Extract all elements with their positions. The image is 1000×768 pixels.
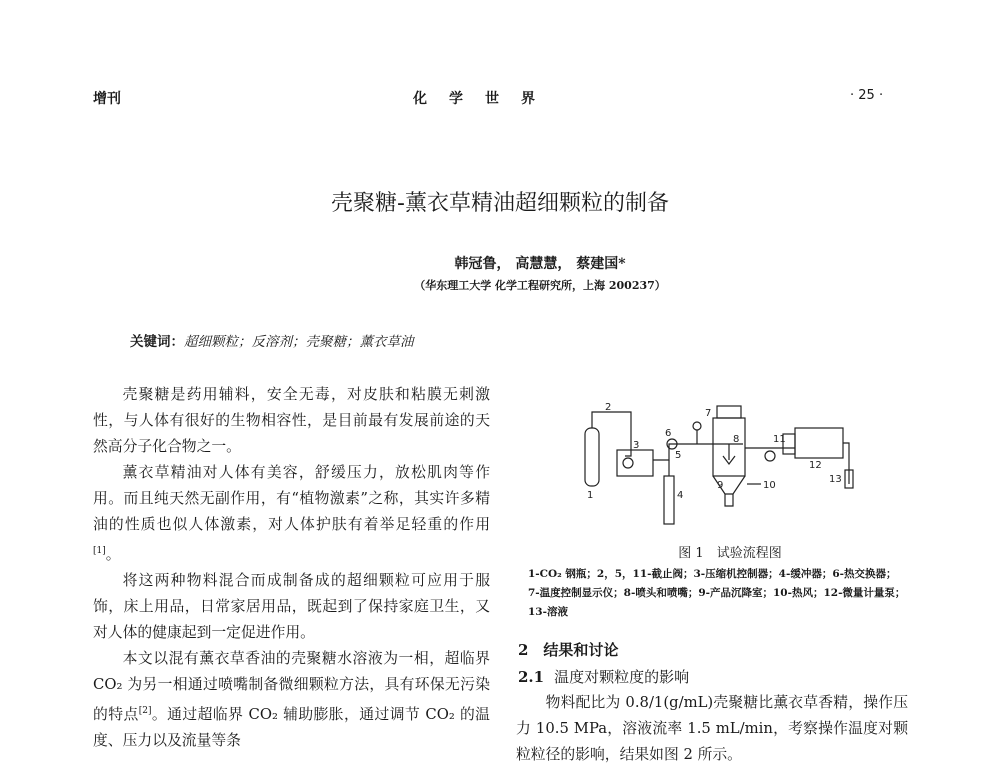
keywords (130, 330, 414, 350)
paragraph: 将这两种物料混合而成制备成的超细颗粒可应用于服饰，床上用品，日常家居用品，既起到了保持家庭卫生，又对人体的健康起到一定促进作用。 (93, 571, 490, 641)
label-6: 6 (665, 428, 672, 439)
authors: 韩冠鲁， 高慧慧， 蔡建国* (454, 256, 626, 272)
label-8: 8 (733, 434, 740, 445)
affiliation: （华东理工大学 化学工程研究所，上海 200237） (414, 279, 666, 292)
keywords-label: 关键词： (130, 334, 184, 350)
paragraph: 壳聚糖是药用辅料，安全无毒，对皮肤和粘膜无刺激性，与人体有很好的生物相容性，是目前最有发展前途的天然高分子化合物之一。 (93, 386, 490, 455)
label-9: 9 (717, 480, 724, 491)
page-number: · 25 · (850, 88, 884, 103)
paragraph: 薰衣草精油对人体有美容，舒缓压力，放松肌肉等作用。而且纯天然无副作用，有“植物激素”之称，其实许多精油的性质也似人体激素，对人体护肤有着举足轻重的作用[1]。 (93, 464, 490, 563)
label-7: 7 (705, 408, 712, 419)
buffer-tank (664, 476, 674, 524)
article-title: 壳聚糖-薰衣草精油超细颗粒的制备 (331, 191, 669, 216)
label-2: 2 (605, 402, 612, 413)
section-heading: 2 结果和讨论 (518, 641, 619, 659)
label-3: 3 (633, 440, 640, 451)
label-11: 11 (773, 434, 786, 445)
co2-cylinder (585, 428, 599, 486)
label-13: 13 (829, 474, 842, 485)
paragraph: 本文以混有薰衣草香油的壳聚糖水溶液为一相，超临界 CO₂ 为另一相通过喷嘴制备微细颗粒方法，具有环保无污染的特点[2]。通过超临界 CO₂ 辅助膨胀，通过调节 CO₂ 的温度、压力以及流量等条 (93, 649, 490, 749)
right-column (516, 690, 908, 768)
label-5: 5 (675, 450, 682, 461)
figure-caption: 图 1 试验流程图 (678, 546, 782, 561)
keywords-value: 超细颗粒；反溶剂；壳聚糖；薰衣草油 (184, 334, 414, 350)
citation: [1] (93, 546, 106, 556)
citation: [2] (138, 705, 152, 716)
left-column (93, 382, 490, 754)
subsection-heading: 2.1 温度对颗粒度的影响 (518, 668, 690, 686)
label-4: 4 (677, 490, 684, 501)
running-header-left: 增刊 (93, 91, 121, 107)
label-12: 12 (809, 460, 822, 471)
label-10: 10 (763, 480, 776, 491)
label-1: 1 (587, 490, 594, 501)
paragraph: 物料配比为 0.8/1(g/mL)壳聚糖比薰衣草香精，操作压力 10.5 MPa，溶液流率 1.5 mL/min，考察操作温度对颗粒粒径的影响，结果如图 2 所示。 (516, 694, 908, 763)
figure-legend: 1-CO₂ 钢瓶；2，5，11-截止阀；3-压缩机控制器；4-缓冲器；6-热交换器；7-温度控制显示仪；8-喷头和喷嘴；9-产品沉降室；10-热风；12-微量计量泵；13-溶液 (528, 568, 906, 618)
journal-name: 化学世界 (413, 91, 557, 107)
metering-pump (795, 428, 843, 458)
process-flow-diagram (565, 398, 865, 528)
